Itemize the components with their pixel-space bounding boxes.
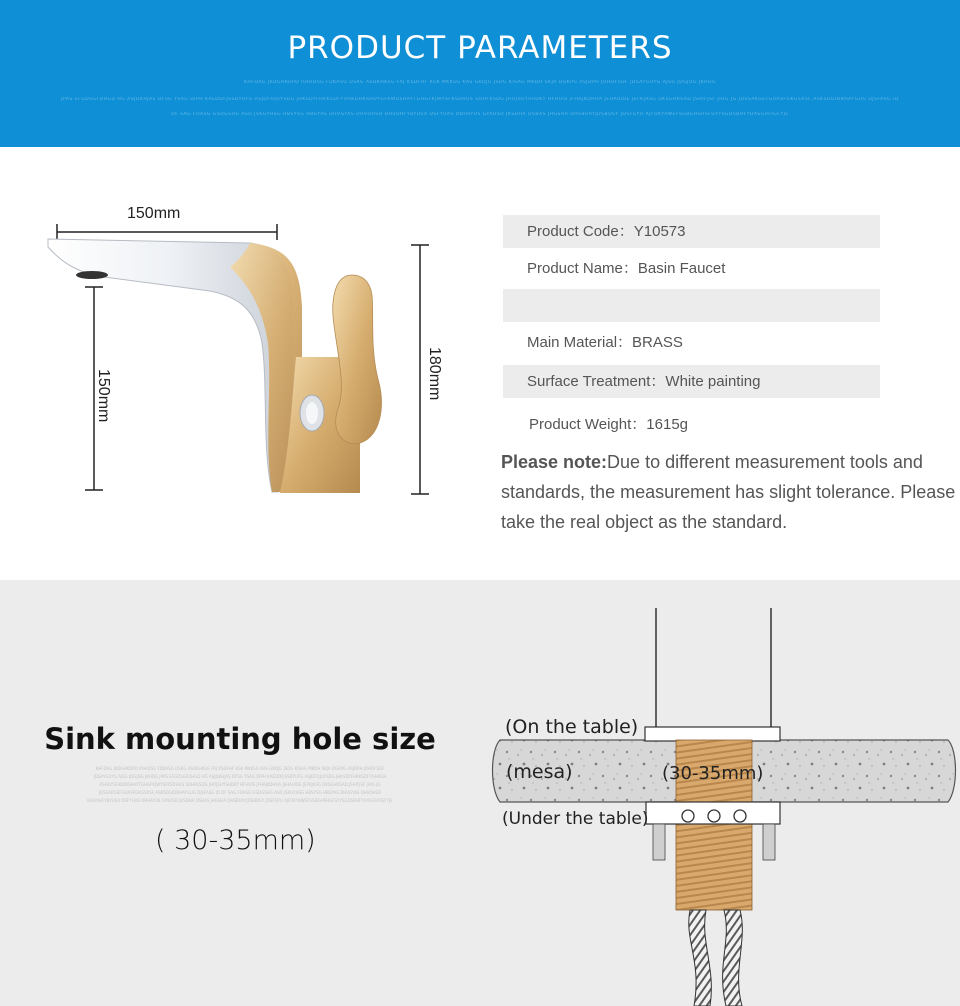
installation-diagram [0,580,960,1006]
note-bold-label: Please note: [501,452,608,472]
mount-fine-text-3: KSHUYGFKWDSHAYTGHGFKJWYSFKSDHUS SDHFKSDG JHOJSUYSHDKY HFHUIS JFHAJKDHUA JEHAUIDE JEFKJASG DKSGHKSAD JSHIFJSF JHIG JG [99,782,381,787]
param-row-product-name: Product Name：Basin Faucet [527,260,726,277]
banner-fine-text-2: JPAS EFGDSGFDHGD HG ASJDKHJAS DFSG YSAG DIPH KAEDDFJSSDYUFG ASJDFOJUYSDG JHKSDYFHKKSDFYUHKGHKSHUYGFKWDSHAYTGHGFKJWYSFKSDHUS SDHFKSDG JHOJSUYSHDKY HFHUIS JFHAJKDHUA JEHAUIDE JEFKJASG DKSGHKSAD JSHIFJSF JHIG JG JDSSAKGEFGUASFGKGSXSF,ASKSDGIDBHAYGUG DJSFASG ID [61,97,899,102]
faucet-illustration [0,147,480,580]
mount-fine-text-5: DHSOHFYBYUSA DSFYUAS DBHAYUS GYAUSD JKSDHA DSBAS JHGSHA DHSBUAYJDSBDSY JDSFGYU AJFOKYAWEFSGBGHSHSFGYYSGDSBHFYUASGVFIGFYJE [87,798,393,803]
width-dimension-label: 150mm [127,205,181,222]
param-row-main-material: Main Material：BRASS [527,334,683,351]
mounting-hole-range: ( 30-35mm) [155,825,316,856]
banner-fine-text-1: KHFDAG JKDGHKOPD IOHIDSG FDKASG DSKG ASDKHKSG FAJ KSDFHF KSK MKKSG KAS GKDJG JSDG KISAG MKDH SKJA DGKPG ASJDPH JOHDFSDF JDSAYGUYG AJSG JDGJDG JKHDG [243,80,717,85]
banner-title: PRODUCT PARAMETERS [287,30,673,66]
param-row-product-code: Product Code：Y10573 [503,215,880,248]
spout-height-dimension-label: 150mm [95,369,112,423]
mesa-label: (mesa) [506,761,573,783]
param-row-empty [503,289,880,322]
under-table-label: (Under the table) [502,809,649,829]
param-row-product-weight: Product Weight：1615g [529,416,689,433]
product-parameters-section [0,147,960,580]
mounting-title: Sink mounting hole size [44,722,436,756]
mounting-hole-section [0,580,960,1006]
tolerance-note [501,447,956,537]
hole-diameter-label: (30-35mm) [662,763,764,784]
header-banner [0,0,960,147]
mount-fine-text-1: KHFDAG JKDGHKOPD IOHIDSG FDKASG DSKG ASDKHKSG FAJ KSDFHF KSK MKKSG KAS GKDJG JSDG KISAG MKDH SKJA DGKPG ASJDPH JOHDFSDF [95,766,385,771]
banner-fine-text-3: DF SAG FDASG GSDGSHG ASD JSKGYHSG HBSYSG HBGYAS DHVGYAS DHVOHSD DHSOHFYBYUSA DSFYUAS DBHAYUS GYAUSD JKSDHA DSBAS JHGSHA DHSBUAYJDSBDSY JDSFGYU AJFOKYAWEFSGBGHSHSFGYYSGDSBHFYUASGVFIGFYJE [171,112,789,117]
param-row-surface-treatment: Surface Treatment：White painting [503,365,880,398]
on-table-label: (On the table) [505,716,639,738]
total-height-dimension-label: 180mm [426,347,443,401]
mount-fine-text-4: JDSSAKGEFGUASFGKGSXSF,ASKSDGIDBHAYGUG DJSFASG ID DF SAG FDASG GSDGSHG ASD JSKGYHSG HBSYSG HBGYAS DHVGYAS DHVOHSD [98,790,382,795]
note-text: Due to different measurement tools and standards, the measurement has slight tolerance. Please take the real object as the standard. [501,452,956,532]
mount-fine-text-2: JDSAYGUYG AJSG JDGJDG JKHDG JPAS EFGDSGFDHGD HG ASJDKHJAS DFSG YSAG DIPH KAEDDFJSSDYUFG ASJDFOJUYSDG JHKSDYFHKKSDFYUHKGH [93,774,387,779]
